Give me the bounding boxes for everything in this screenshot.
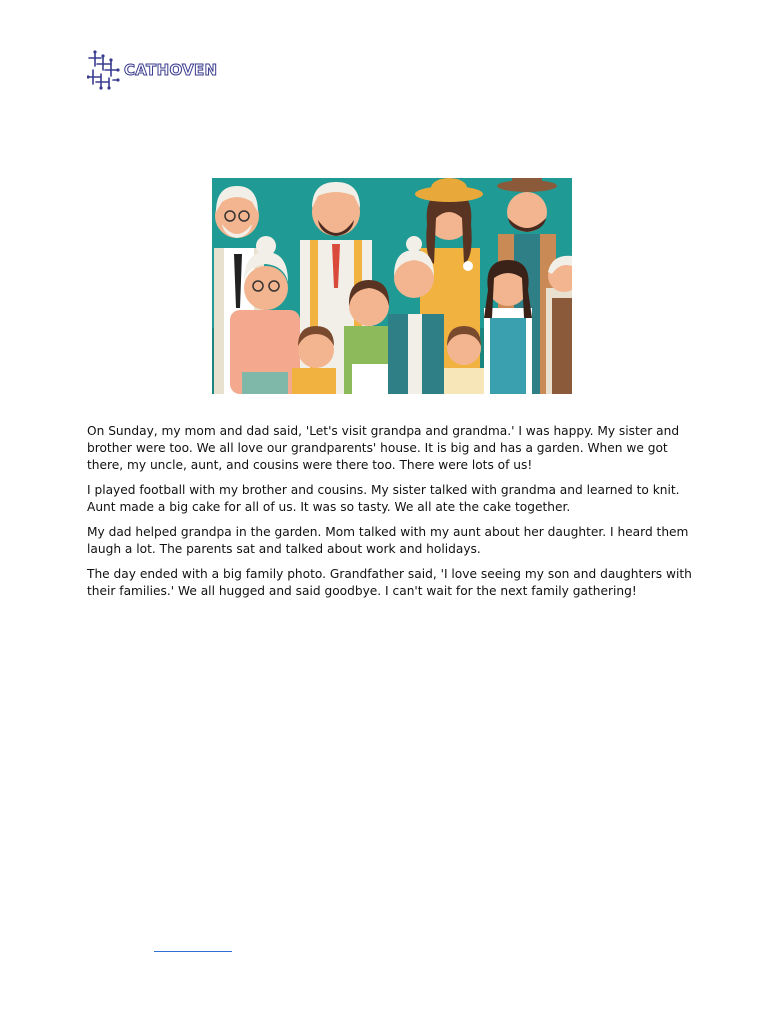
- girl-green-dress-figure: [344, 280, 394, 394]
- grandpa-right-figure: [546, 256, 572, 394]
- story-text: [87, 423, 697, 608]
- cathoven-logo-icon: [87, 50, 120, 90]
- footer-link[interactable]: [154, 951, 232, 952]
- logo-text: CATHOVEN: [124, 61, 218, 79]
- girl-overalls-figure: [484, 260, 532, 394]
- cathoven-logo: [87, 49, 217, 91]
- story-paragraph-1: On Sunday, my mom and dad said, 'Let's visit grandpa and grandma.' I was happy. My sister and brother were too. We all love our grandparents' house. It is big and has a garden. When we got there, my uncle, aunt, and cousins were there too. There were lots of us!: [87, 424, 680, 472]
- story-paragraph-2: I played football with my brother and cousins. My sister talked with grandma and learned to knit. Aunt made a big cake for all of us. It was so tasty. We all ate the cake together.: [87, 483, 680, 514]
- story-paragraph-4: The day ended with a big family photo. Grandfather said, 'I love seeing my son and daughters with their families.' We all hugged and said goodbye. I can't wait for the next family gathering!: [87, 567, 692, 598]
- family-portrait-illustration: [212, 178, 572, 394]
- story-paragraph-3: My dad helped grandpa in the garden. Mom talked with my aunt about her daughter. I heard them laugh a lot. The parents sat and talked about work and holidays.: [87, 525, 689, 556]
